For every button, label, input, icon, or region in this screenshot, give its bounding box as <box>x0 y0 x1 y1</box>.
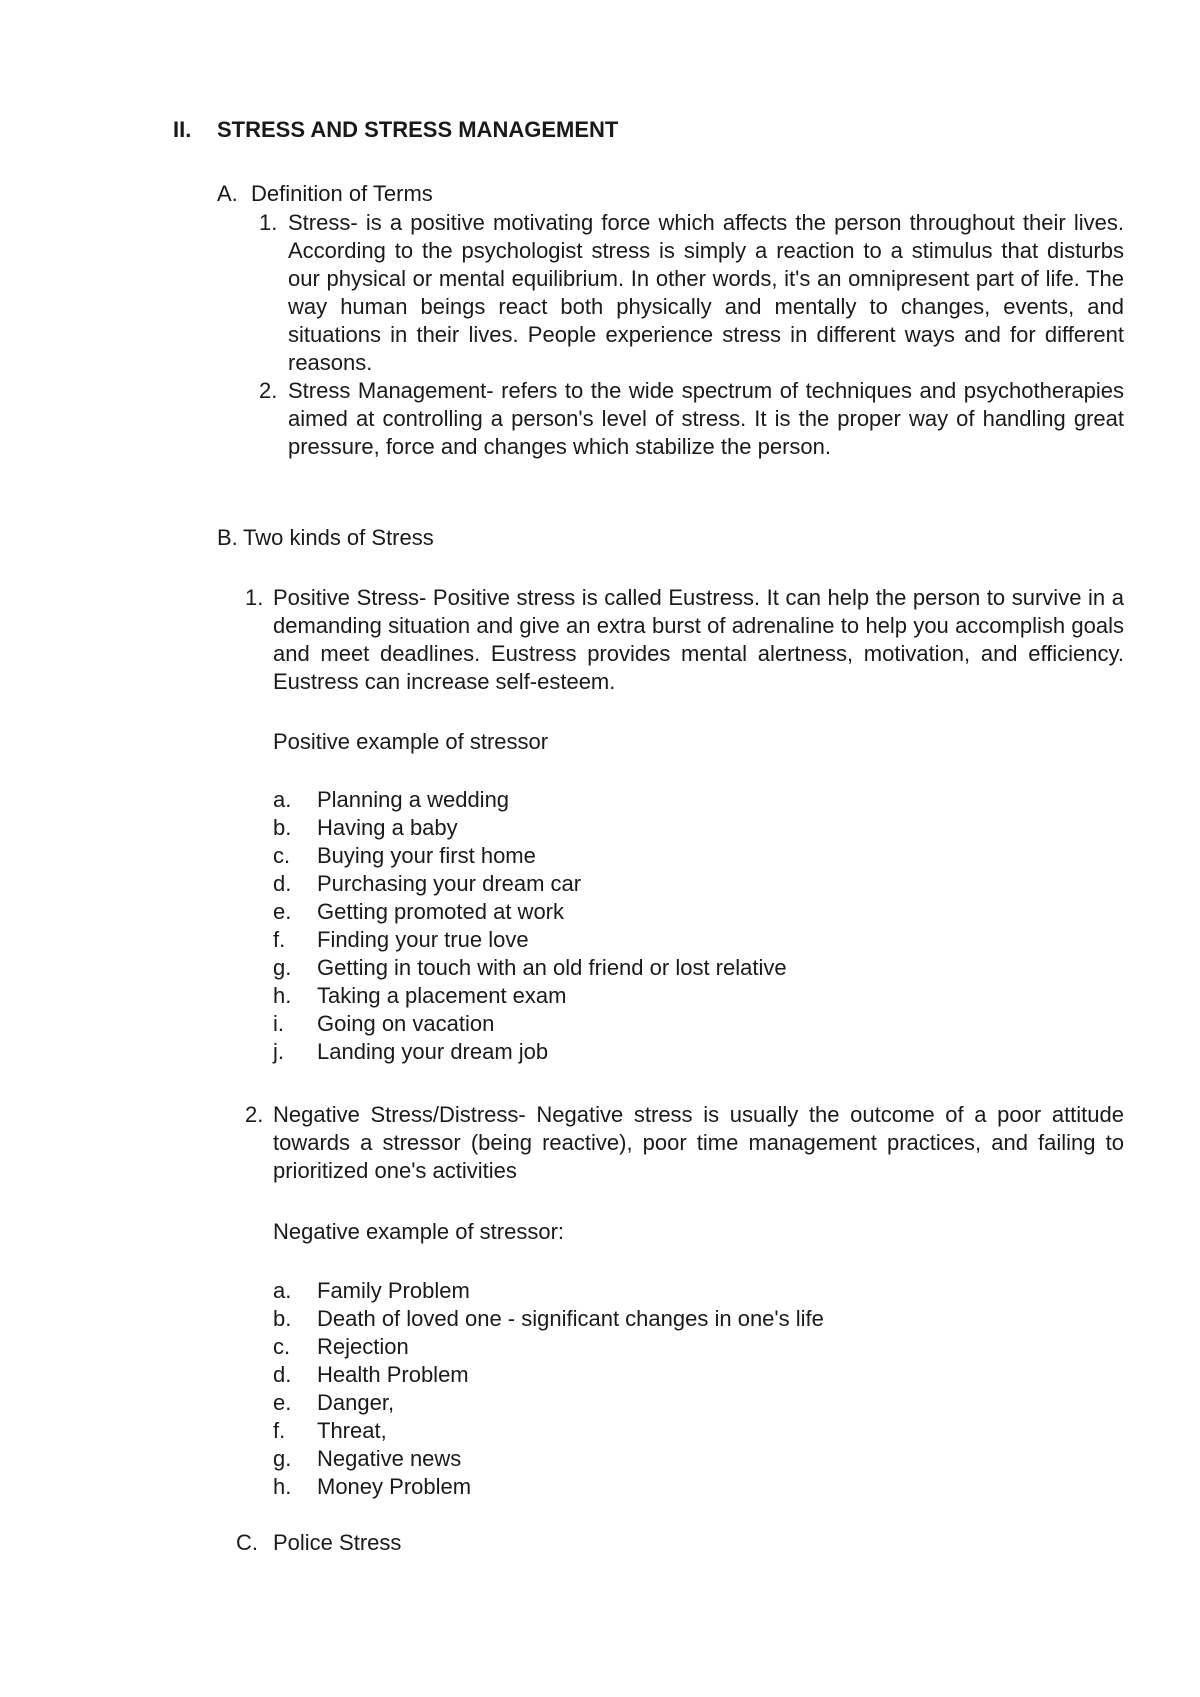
list-item: Buying your first home <box>317 843 536 868</box>
negative-example-heading: Negative example of stressor: <box>273 1219 565 1244</box>
list-item: Rejection <box>317 1334 409 1359</box>
list-item: Negative news <box>317 1446 462 1471</box>
positive-stress-marker: 1. <box>245 585 264 610</box>
list-item: Getting promoted at work <box>317 899 565 924</box>
list-item: Purchasing your dream car <box>317 871 582 896</box>
list-item-marker: b. <box>273 815 292 840</box>
list-item: Taking a placement exam <box>317 983 567 1008</box>
list-item: Going on vacation <box>317 1011 495 1036</box>
definition-stress-management: Stress Management- refers to the wide spectrum of techniques and psychotherapies aimed at controlling a person's level of stress. It is the proper way of handling great pressure, force and changes which stabilize the person. <box>288 378 1124 459</box>
list-item-marker: i. <box>273 1011 284 1036</box>
positive-example-heading: Positive example of stressor <box>273 729 549 754</box>
list-item: Death of loved one - significant changes in one's life <box>317 1306 824 1331</box>
list-item-marker: g. <box>273 1446 292 1471</box>
definition-stress: Stress- is a positive motivating force which affects the person throughout their lives. According to the psychologist stress is simply a reaction to a stimulus that disturbs our physical or mental equilibrium. In other words, it's an omnipresent part of life. The way human beings react both physically and mentally to changes, events, and situations in their lives. People experience stress in different ways and for different reasons. <box>288 210 1124 375</box>
negative-stress-paragraph: Negative Stress/Distress- Negative stress is usually the outcome of a poor attitude towards a stressor (being reactive), poor time management practices, and failing to prioritized one's activities <box>273 1102 1124 1183</box>
list-item-marker: f. <box>273 1418 286 1443</box>
page-title: STRESS AND STRESS MANAGEMENT <box>217 117 619 142</box>
section-b-marker: B. <box>217 525 238 550</box>
list-item: Having a baby <box>317 815 458 840</box>
list-item-marker: c. <box>273 843 291 868</box>
list-item-marker: f. <box>273 927 286 952</box>
heading-number: II. <box>173 117 192 142</box>
list-item-marker: a. <box>273 1278 292 1303</box>
list-item-marker: h. <box>273 983 292 1008</box>
definition-2-marker: 2. <box>259 378 278 403</box>
section-a-title: Definition of Terms <box>251 181 433 206</box>
section-c-marker: C. <box>236 1530 258 1555</box>
list-item-marker: b. <box>273 1306 292 1331</box>
negative-stress-marker: 2. <box>245 1102 264 1127</box>
section-b-title: Two kinds of Stress <box>243 525 434 550</box>
list-item: Danger, <box>317 1390 395 1415</box>
list-item-marker: j. <box>273 1039 284 1064</box>
section-c-title: Police Stress <box>273 1530 402 1555</box>
section-a-marker: A. <box>217 181 238 206</box>
list-item-marker: c. <box>273 1334 291 1359</box>
list-item: Threat, <box>317 1418 387 1443</box>
positive-stress-paragraph: Positive Stress- Positive stress is called Eustress. It can help the person to survive in a demanding situation and give an extra burst of adrenaline to help you accomplish goals and meet deadlines. Eustress provides mental alertness, motivation, and efficiency. Eustress can increase self-esteem. <box>273 585 1124 694</box>
list-item: Health Problem <box>317 1362 469 1387</box>
list-item: Family Problem <box>317 1278 470 1303</box>
list-item: Planning a wedding <box>317 787 510 812</box>
list-item-marker: e. <box>273 899 292 924</box>
list-item-marker: d. <box>273 1362 292 1387</box>
list-item: Money Problem <box>317 1474 472 1499</box>
list-item-marker: g. <box>273 955 292 980</box>
list-item: Getting in touch with an old friend or lost relative <box>317 955 787 980</box>
list-item-marker: h. <box>273 1474 292 1499</box>
list-item: Landing your dream job <box>317 1039 549 1064</box>
list-item-marker: a. <box>273 787 292 812</box>
definition-1-marker: 1. <box>259 210 278 235</box>
list-item-marker: e. <box>273 1390 292 1415</box>
list-item: Finding your true love <box>317 927 529 952</box>
list-item-marker: d. <box>273 871 292 896</box>
